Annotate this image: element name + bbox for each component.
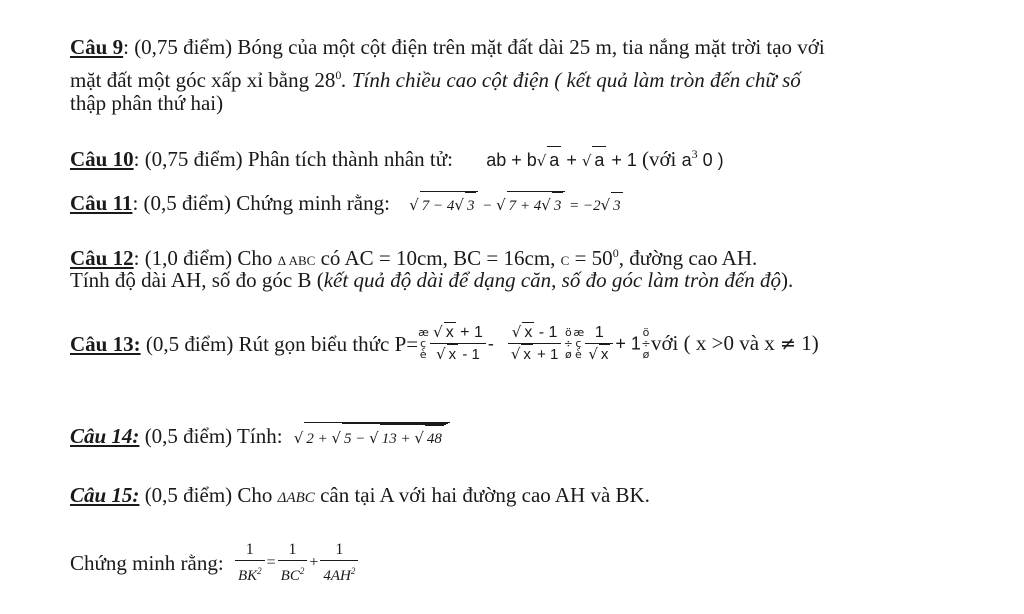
q10-cond-sup: 3: [691, 147, 698, 161]
q9-text-2a: mặt đất một góc xấp xỉ bằng 28: [70, 68, 336, 92]
radical-icon: √: [414, 429, 424, 447]
q12-text-1d: = 50: [569, 246, 613, 270]
q15-equals: =: [266, 554, 276, 571]
q10-text: : (0,75 điểm) Phân tích thành nhân tử:: [133, 147, 453, 171]
q13-minus: -: [487, 333, 494, 354]
q13-f1-den-rad: x: [448, 346, 457, 363]
q15-prove-text: Chứng minh rằng:: [70, 551, 224, 575]
q11-minus: −: [478, 198, 497, 214]
q15-line-2: [70, 540, 360, 596]
q15-f2-num: 1: [288, 541, 297, 558]
q11-text: : (0,5 điểm) Chứng minh rằng:: [132, 191, 390, 215]
q15-triangle: ΔABC: [277, 490, 315, 506]
q13-f3-num: 1: [594, 323, 604, 341]
q11-rad-1b: 3: [465, 192, 477, 219]
q12-triangle: Δ ABC: [277, 253, 316, 268]
q14-line: [70, 422, 450, 452]
q15-plus: +: [309, 554, 319, 571]
q15-f1-sup: 2: [257, 566, 262, 576]
radical-icon: √: [600, 196, 611, 214]
q12-angle-c: C: [560, 253, 570, 268]
q11-rad-2: [507, 191, 566, 219]
q11-rad-1a: 7 − 4: [421, 198, 455, 214]
q13-f1-num-rad: x: [445, 324, 454, 341]
q11-line: [70, 190, 623, 219]
q14-expression: [294, 431, 450, 447]
q14-text: (0,5 điểm) Tính:: [139, 424, 283, 448]
q10-cond-a: (với: [641, 147, 682, 171]
q9-line-3: [70, 90, 223, 116]
q14-label: Câu 14:: [70, 424, 140, 448]
radical-icon: √: [510, 345, 521, 363]
q11-label: Câu 11: [70, 191, 133, 215]
radical-icon: √: [409, 196, 419, 214]
radical-icon: √: [436, 345, 446, 363]
q13-f2-num-b: - 1: [534, 324, 558, 341]
radical-icon: √: [454, 196, 464, 214]
q12-label: Câu 12: [70, 246, 134, 270]
q13-not-equal: ≠: [780, 333, 796, 355]
q12-text-1b: có AC = 10cm, BC = 16cm,: [315, 246, 561, 270]
q10-expr-a: ab + b: [486, 150, 537, 170]
q10-rad-2: a: [592, 146, 606, 173]
q15-f3-sup: 2: [350, 566, 356, 576]
right-bracket-icon: ö ÷ ø: [641, 326, 651, 361]
radical-icon: √: [433, 323, 443, 341]
q9-text-1: : (0,75 điểm) Bóng của một cột điện trên mặt đất dài 25 m, tia nắng mặt trời tạo với: [123, 35, 825, 59]
q11-rad-2b: 3: [552, 192, 564, 219]
q15-f2-den: BC: [280, 568, 300, 584]
radical-icon: √: [511, 323, 522, 341]
q14-expr-a: 2 +: [306, 431, 332, 447]
right-bracket-icon: ö ÷ ø: [563, 326, 573, 361]
q13-f2-num-rad: x: [524, 324, 533, 341]
q15-fraction-3: [320, 540, 358, 586]
q15-f3-num: 1: [335, 541, 344, 558]
q9-label: Câu 9: [70, 35, 124, 59]
q14-expr-b: 5 −: [344, 431, 370, 447]
q12-line-2: [70, 267, 793, 293]
q15-f1-den: BK: [237, 568, 258, 584]
q9-text-2b: . Tính chiều cao cột điện ( kết quả làm tròn đến chữ số: [341, 68, 801, 92]
q12-text-2a: Tính độ dài AH, số đo góc B (: [70, 268, 324, 292]
q11-rhs-a: = −2: [565, 198, 601, 214]
radical-icon: √: [293, 429, 304, 447]
q15-label: Câu 15:: [70, 483, 140, 507]
q13-f1-num-b: + 1: [455, 324, 483, 341]
radical-icon: √: [496, 196, 506, 214]
q13-intro: [70, 331, 418, 357]
q12-text-2-italic: kết quả độ dài để dạng căn, số đo góc làm tròn đến độ: [323, 268, 782, 292]
radical-icon: √: [369, 429, 379, 447]
q10-label: Câu 10: [70, 147, 134, 171]
radical-icon: √: [581, 152, 592, 170]
q10-cond-var: a: [681, 150, 692, 170]
q15-f3-den: 4AH: [323, 568, 351, 584]
q15-text-b: cân tại A với hai đường cao AH và BK.: [314, 483, 650, 507]
q12-degree: 0: [612, 246, 619, 260]
q15-fraction-2: [278, 540, 308, 586]
q9-line-2: [70, 62, 801, 93]
radical-icon: √: [536, 152, 547, 170]
q10-cond-b: 0 ): [697, 150, 724, 170]
q13-fraction-2: [508, 322, 562, 365]
left-bracket-icon: æ ç è: [573, 326, 585, 361]
q9-text-3: thập phân thứ hai): [70, 91, 224, 115]
q10-rad-1: a: [547, 146, 561, 173]
q13-plus-one: + 1: [615, 333, 641, 354]
q10-plus: +: [561, 150, 582, 170]
q12-text-2b: ).: [781, 268, 794, 292]
q13-f2-den-rad: x: [523, 346, 531, 363]
q12-text-1a: : (1,0 điểm) Cho: [133, 246, 278, 270]
radical-icon: √: [588, 344, 598, 363]
q13-text: (0,5 điểm) Rút gọn biểu thức P=: [140, 331, 419, 356]
q11-rad-1: [420, 191, 479, 219]
q10-expression: [486, 150, 642, 170]
q13-f1-den-b: - 1: [458, 346, 480, 363]
q9-degree: 0: [335, 68, 342, 82]
radical-icon: √: [331, 429, 342, 447]
q13-f2-den-b: + 1: [532, 346, 559, 363]
q10-expr-b: + 1: [606, 150, 637, 170]
q15-fraction-1: [235, 540, 265, 586]
radical-icon: √: [541, 196, 551, 214]
q10-line: [70, 141, 724, 174]
q12-text-1e: , đường cao AH.: [618, 246, 758, 270]
q13-line: [70, 322, 819, 382]
q13-cond-a: với ( x >0 và x: [650, 331, 781, 355]
q11-rad-2a: 7 + 4: [508, 198, 542, 214]
q15-f1-num: 1: [245, 541, 254, 558]
q15-line-1: [70, 482, 650, 511]
q15-f2-sup: 2: [299, 566, 305, 576]
q9-line-1: [70, 34, 825, 60]
q15-text-a: (0,5 điểm) Cho: [139, 483, 278, 507]
q13-cond-b: 1): [795, 331, 819, 355]
q10-condition: [642, 147, 724, 171]
q14-expr-c: 13 +: [381, 431, 415, 447]
q13-condition: [651, 331, 819, 355]
q14-expr-d: 48: [425, 425, 444, 452]
left-bracket-icon: æ ç è: [418, 326, 429, 361]
q11-expression: [409, 198, 622, 214]
q13-f3-den-rad: x: [600, 345, 609, 363]
q11-rhs-b: 3: [611, 192, 623, 219]
q13-fraction-3: [585, 323, 613, 365]
q13-label: Câu 13:: [70, 331, 141, 356]
q13-fraction-1: [430, 322, 486, 365]
